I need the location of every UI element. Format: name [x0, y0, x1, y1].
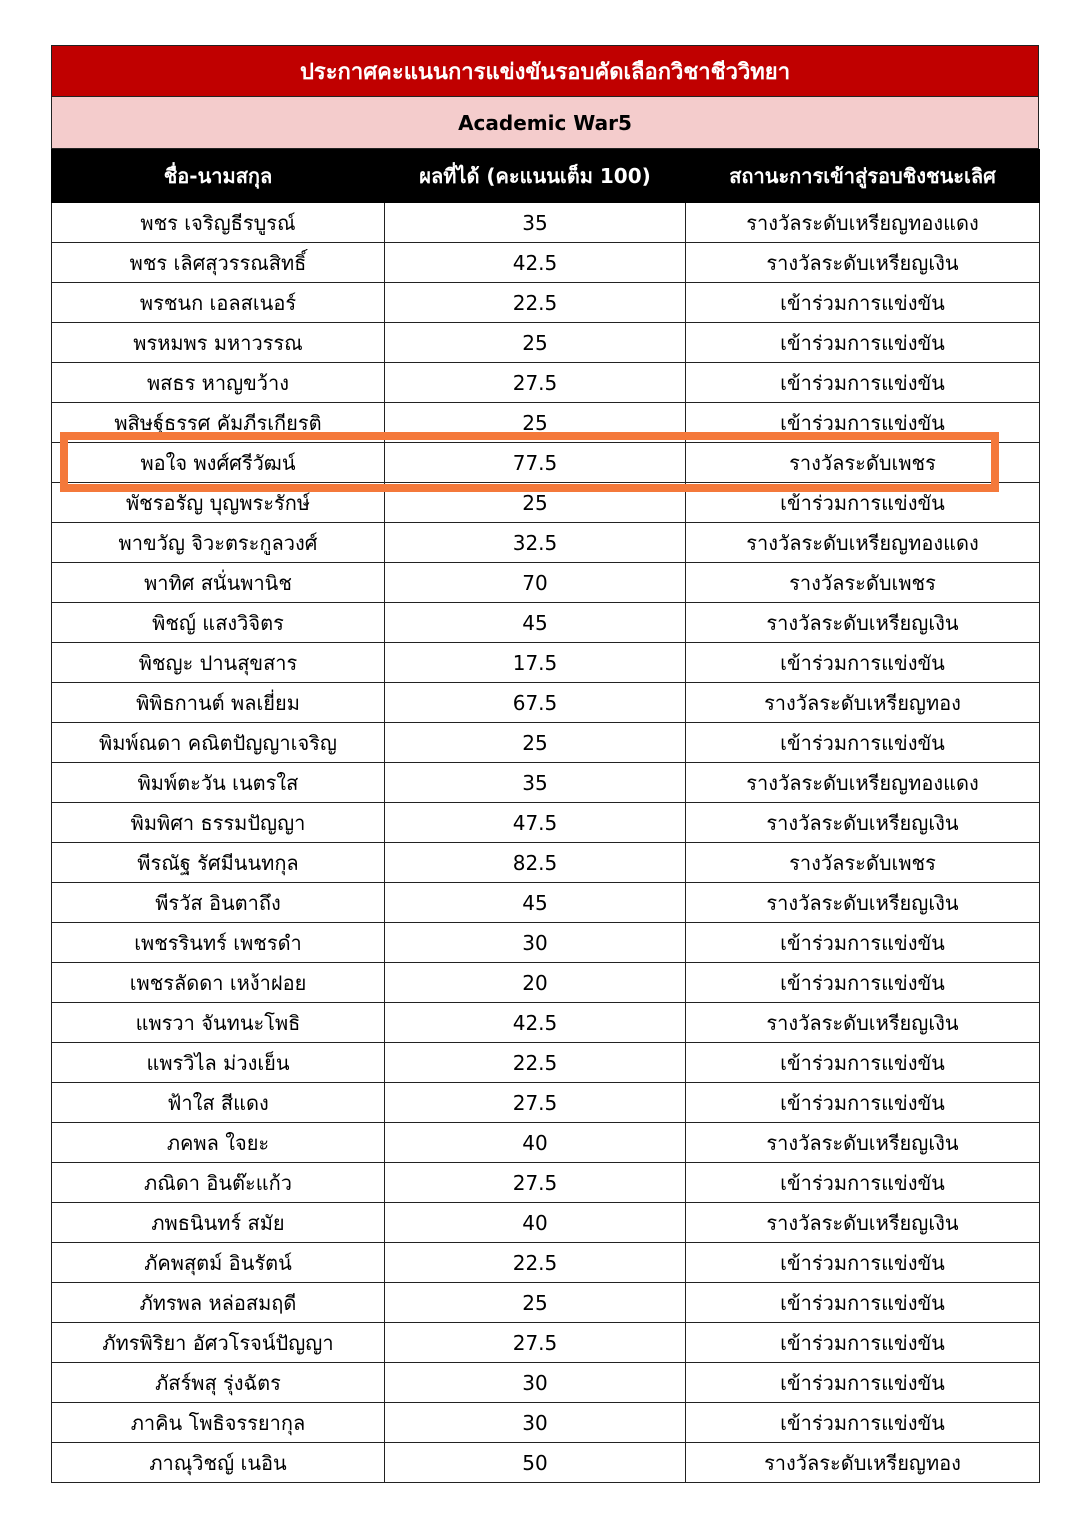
cell-status: เข้าร่วมการแข่งขัน — [686, 363, 1040, 403]
cell-status: รางวัลระดับเหรียญเงิน — [686, 883, 1040, 923]
cell-score: 40 — [385, 1123, 686, 1163]
cell-status: รางวัลระดับเหรียญทอง — [686, 683, 1040, 723]
cell-name: ภาณุวิชญ์ เนอิน — [52, 1443, 385, 1483]
table-row — [52, 883, 1040, 923]
cell-name: พิชญ์ แสงวิจิตร — [52, 603, 385, 643]
table-row — [52, 483, 1040, 523]
cell-name: พสิษฐ์ธรรศ คัมภีรเกียรติ — [52, 403, 385, 443]
cell-status: เข้าร่วมการแข่งขัน — [686, 1163, 1040, 1203]
cell-status: เข้าร่วมการแข่งขัน — [686, 963, 1040, 1003]
results-sheet — [51, 45, 1039, 1483]
cell-name: ภัสร์พสุ รุ่งฉัตร — [52, 1363, 385, 1403]
cell-name: พาขวัญ จิวะตระกูลวงศ์ — [52, 523, 385, 563]
results-table — [51, 149, 1040, 1483]
cell-status: รางวัลระดับเหรียญเงิน — [686, 1003, 1040, 1043]
cell-score: 30 — [385, 1403, 686, 1443]
cell-name: พัชรอรัญ บุญพระรักษ์ — [52, 483, 385, 523]
cell-score: 25 — [385, 483, 686, 523]
cell-name: ภณิดา อินต๊ะแก้ว — [52, 1163, 385, 1203]
table-row — [52, 323, 1040, 363]
table-row — [52, 1123, 1040, 1163]
cell-score: 30 — [385, 1363, 686, 1403]
cell-name: แพรวา จันทนะโพธิ — [52, 1003, 385, 1043]
sheet-subtitle: Academic War5 — [51, 97, 1039, 149]
sheet-title: ประกาศคะแนนการแข่งขันรอบคัดเลือกวิชาชีววิทยา — [51, 45, 1039, 97]
table-row — [52, 803, 1040, 843]
cell-status: รางวัลระดับเพชร — [686, 443, 1040, 483]
cell-name: พชร เลิศสุวรรณสิทธิ์ — [52, 243, 385, 283]
cell-name: เพชรรินทร์ เพชรดำ — [52, 923, 385, 963]
table-header-row — [52, 150, 1040, 203]
cell-status: รางวัลระดับเพชร — [686, 843, 1040, 883]
cell-status: เข้าร่วมการแข่งขัน — [686, 1363, 1040, 1403]
cell-score: 25 — [385, 723, 686, 763]
cell-name: พิมพ์ตะวัน เนตรใส — [52, 763, 385, 803]
cell-status: รางวัลระดับเพชร — [686, 563, 1040, 603]
table-row — [52, 403, 1040, 443]
cell-score: 27.5 — [385, 1163, 686, 1203]
cell-score: 45 — [385, 603, 686, 643]
cell-status: รางวัลระดับเหรียญทองแดง — [686, 203, 1040, 243]
cell-status: เข้าร่วมการแข่งขัน — [686, 923, 1040, 963]
table-row — [52, 643, 1040, 683]
cell-score: 22.5 — [385, 1043, 686, 1083]
cell-name: พิพิธกานต์ พลเยี่ยม — [52, 683, 385, 723]
table-row — [52, 203, 1040, 243]
cell-name: ภัทรพล หล่อสมฤดี — [52, 1283, 385, 1323]
cell-name: พรหมพร มหาวรรณ — [52, 323, 385, 363]
table-row — [52, 1163, 1040, 1203]
cell-score: 17.5 — [385, 643, 686, 683]
cell-name: ภพธนินทร์ สมัย — [52, 1203, 385, 1243]
cell-name: พชร เจริญธีรบูรณ์ — [52, 203, 385, 243]
cell-score: 47.5 — [385, 803, 686, 843]
column-header-score: ผลที่ได้ (คะแนนเต็ม 100) — [385, 150, 686, 203]
cell-name: พิมพิศา ธรรมปัญญา — [52, 803, 385, 843]
cell-status: รางวัลระดับเหรียญทองแดง — [686, 523, 1040, 563]
table-row — [52, 243, 1040, 283]
cell-score: 27.5 — [385, 1083, 686, 1123]
cell-name: ภัคพสุตม์ อินรัตน์ — [52, 1243, 385, 1283]
table-row — [52, 843, 1040, 883]
cell-status: เข้าร่วมการแข่งขัน — [686, 323, 1040, 363]
cell-name: พีรวัส อินตาถึง — [52, 883, 385, 923]
table-row — [52, 443, 1040, 483]
table-row — [52, 1243, 1040, 1283]
table-row — [52, 1363, 1040, 1403]
cell-status: เข้าร่วมการแข่งขัน — [686, 723, 1040, 763]
cell-score: 32.5 — [385, 523, 686, 563]
table-row — [52, 603, 1040, 643]
table-row — [52, 1283, 1040, 1323]
cell-name: พรชนก เอลสเนอร์ — [52, 283, 385, 323]
cell-name: พอใจ พงศ์ศรีวัฒน์ — [52, 443, 385, 483]
cell-score: 77.5 — [385, 443, 686, 483]
cell-name: พีรณัฐ รัศมีนนทกุล — [52, 843, 385, 883]
cell-score: 50 — [385, 1443, 686, 1483]
cell-name: ฟ้าใส สีแดง — [52, 1083, 385, 1123]
cell-status: เข้าร่วมการแข่งขัน — [686, 1283, 1040, 1323]
cell-status: รางวัลระดับเหรียญเงิน — [686, 243, 1040, 283]
cell-score: 35 — [385, 763, 686, 803]
cell-name: เพชรลัดดา เหง้าฝอย — [52, 963, 385, 1003]
table-row — [52, 1323, 1040, 1363]
cell-score: 35 — [385, 203, 686, 243]
cell-score: 40 — [385, 1203, 686, 1243]
cell-name: แพรวิไล ม่วงเย็น — [52, 1043, 385, 1083]
cell-score: 70 — [385, 563, 686, 603]
cell-score: 22.5 — [385, 1243, 686, 1283]
cell-status: รางวัลระดับเหรียญทอง — [686, 1443, 1040, 1483]
table-row — [52, 763, 1040, 803]
cell-status: เข้าร่วมการแข่งขัน — [686, 483, 1040, 523]
cell-status: รางวัลระดับเหรียญเงิน — [686, 603, 1040, 643]
table-row — [52, 1443, 1040, 1483]
table-row — [52, 563, 1040, 603]
cell-status: รางวัลระดับเหรียญเงิน — [686, 803, 1040, 843]
table-row — [52, 1203, 1040, 1243]
cell-score: 27.5 — [385, 363, 686, 403]
table-row — [52, 1003, 1040, 1043]
table-body — [52, 203, 1040, 1483]
table-row — [52, 923, 1040, 963]
cell-name: พาทิศ สนั่นพานิช — [52, 563, 385, 603]
column-header-name: ชื่อ-นามสกุล — [52, 150, 385, 203]
cell-score: 27.5 — [385, 1323, 686, 1363]
cell-score: 42.5 — [385, 243, 686, 283]
cell-status: เข้าร่วมการแข่งขัน — [686, 1403, 1040, 1443]
cell-status: เข้าร่วมการแข่งขัน — [686, 403, 1040, 443]
cell-status: รางวัลระดับเหรียญเงิน — [686, 1203, 1040, 1243]
table-row — [52, 283, 1040, 323]
cell-status: เข้าร่วมการแข่งขัน — [686, 1323, 1040, 1363]
table-row — [52, 363, 1040, 403]
cell-score: 30 — [385, 923, 686, 963]
cell-status: เข้าร่วมการแข่งขัน — [686, 1083, 1040, 1123]
table-row — [52, 963, 1040, 1003]
cell-score: 20 — [385, 963, 686, 1003]
cell-score: 22.5 — [385, 283, 686, 323]
table-row — [52, 683, 1040, 723]
cell-score: 82.5 — [385, 843, 686, 883]
cell-status: เข้าร่วมการแข่งขัน — [686, 1043, 1040, 1083]
cell-name: ภัทรพิริยา อัศวโรจน์ปัญญา — [52, 1323, 385, 1363]
cell-name: ภาคิน โพธิจรรยากุล — [52, 1403, 385, 1443]
cell-name: ภคพล ใจยะ — [52, 1123, 385, 1163]
cell-score: 42.5 — [385, 1003, 686, 1043]
cell-score: 25 — [385, 1283, 686, 1323]
cell-score: 25 — [385, 403, 686, 443]
table-row — [52, 723, 1040, 763]
table-row — [52, 1043, 1040, 1083]
cell-name: พสธร หาญขว้าง — [52, 363, 385, 403]
cell-status: เข้าร่วมการแข่งขัน — [686, 283, 1040, 323]
cell-status: เข้าร่วมการแข่งขัน — [686, 1243, 1040, 1283]
cell-status: รางวัลระดับเหรียญทองแดง — [686, 763, 1040, 803]
cell-status: เข้าร่วมการแข่งขัน — [686, 643, 1040, 683]
table-row — [52, 1083, 1040, 1123]
cell-name: พิมพ์ณดา คณิตปัญญาเจริญ — [52, 723, 385, 763]
cell-status: รางวัลระดับเหรียญเงิน — [686, 1123, 1040, 1163]
table-row — [52, 523, 1040, 563]
column-header-status: สถานะการเข้าสู่รอบชิงชนะเลิศ — [686, 150, 1040, 203]
table-row — [52, 1403, 1040, 1443]
cell-score: 25 — [385, 323, 686, 363]
cell-name: พิชญะ ปานสุขสาร — [52, 643, 385, 683]
cell-score: 45 — [385, 883, 686, 923]
cell-score: 67.5 — [385, 683, 686, 723]
